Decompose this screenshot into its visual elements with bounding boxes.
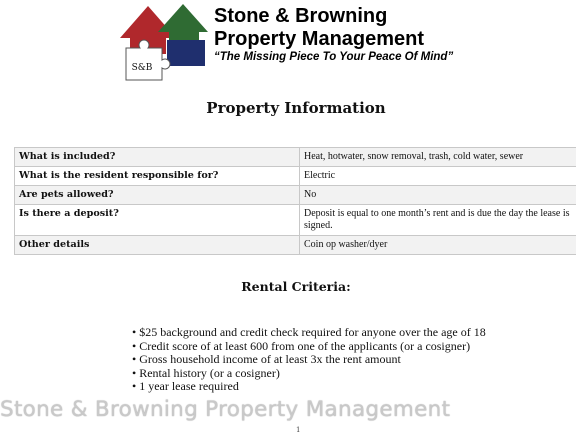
house-puzzle-logo-icon [118, 0, 210, 82]
row-question: Other details [15, 236, 300, 255]
table-row [15, 186, 576, 205]
row-answer: Coin op washer/dyer [300, 236, 576, 255]
tagline: “The Missing Piece To Your Peace Of Mind” [214, 51, 453, 63]
row-answer: Deposit is equal to one month’s rent and is due the day the lease is signed. [300, 205, 576, 236]
list-item: • Rental history (or a cosigner) [132, 367, 486, 381]
rental-criteria-list [132, 326, 486, 394]
row-answer: Heat, hotwater, snow removal, trash, cold water, sewer [300, 148, 576, 167]
rental-criteria-title: Rental Criteria: [0, 279, 576, 294]
row-question: What is the resident responsible for? [15, 167, 300, 186]
list-item: • $25 background and credit check required for anyone over the age of 18 [132, 326, 486, 340]
row-answer: Electric [300, 167, 576, 186]
company-name-line1: Stone & Browning [214, 5, 424, 28]
list-item: • Gross household income of at least 3x the rent amount [132, 353, 486, 367]
table-row [15, 236, 576, 255]
property-info-table [14, 147, 576, 255]
row-question: Are pets allowed? [15, 186, 300, 205]
watermark: Stone & Browning Property Management [0, 397, 450, 422]
row-question: Is there a deposit? [15, 205, 300, 236]
table-row [15, 148, 576, 167]
row-question: What is included? [15, 148, 300, 167]
logo-monogram: S&B [132, 63, 153, 73]
company-name-line2: Property Management [214, 28, 424, 51]
company-name [214, 5, 424, 51]
page-title: Property Information [0, 99, 576, 117]
list-item: • 1 year lease required [132, 380, 486, 394]
page-number: 1 [296, 426, 300, 434]
row-answer: No [300, 186, 576, 205]
table-row [15, 205, 576, 236]
table-row [15, 167, 576, 186]
list-item: • Credit score of at least 600 from one of the applicants (or a cosigner) [132, 340, 486, 354]
